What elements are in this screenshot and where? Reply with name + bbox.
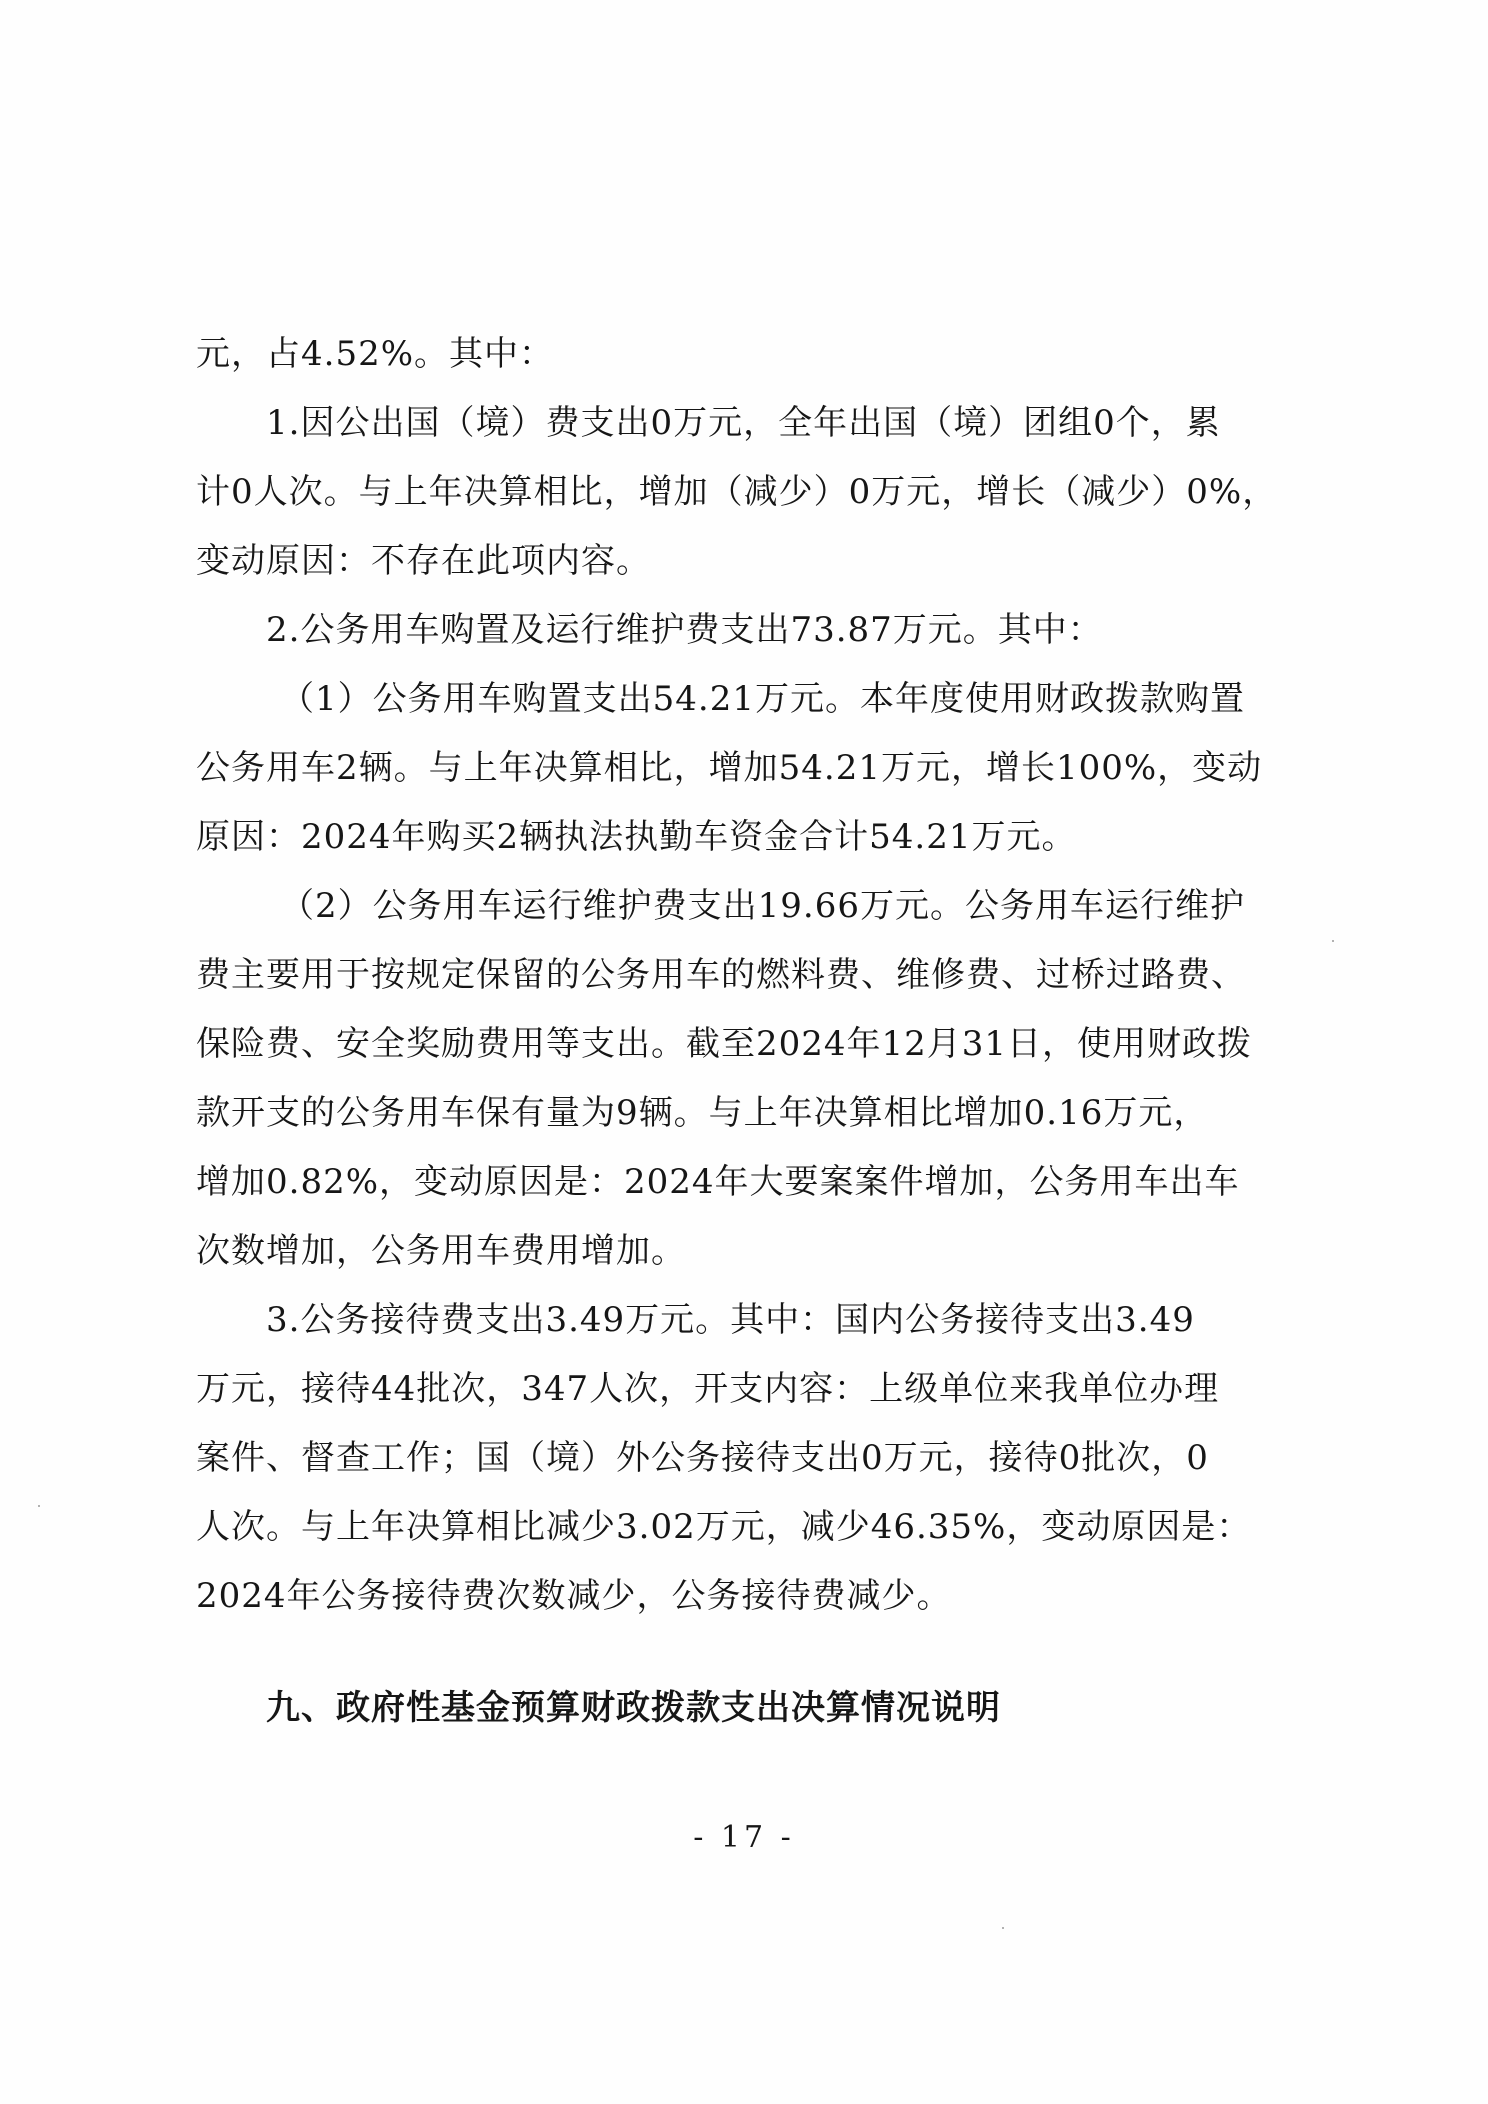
text-line: 1.因公出国（境）费支出0万元，全年出国（境）团组0个，累 bbox=[266, 403, 1221, 443]
scan-speck bbox=[1332, 940, 1334, 942]
scan-speck bbox=[1002, 1927, 1004, 1929]
section-heading: 九、政府性基金预算财政拨款支出决算情况说明 bbox=[266, 1688, 1001, 1728]
text-line: 2.公务用车购置及运行维护费支出73.87万元。其中： bbox=[266, 610, 1103, 650]
text-line: 保险费、安全奖励费用等支出。截至2024年12月31日，使用财政拨 bbox=[196, 1024, 1253, 1064]
text-line: 万元，接待44批次，347人次，开支内容：上级单位来我单位办理 bbox=[196, 1369, 1220, 1409]
text-line: （1）公务用车购置支出54.21万元。本年度使用财政拨款购置 bbox=[280, 679, 1245, 719]
text-line: 2024年公务接待费次数减少，公务接待费减少。 bbox=[196, 1576, 952, 1616]
text-line: 3.公务接待费支出3.49万元。其中：国内公务接待支出3.49 bbox=[266, 1300, 1195, 1340]
text-line: 元，占4.52%。其中： bbox=[196, 334, 555, 374]
text-line: 案件、督查工作；国（境）外公务接待支出0万元，接待0批次，0 bbox=[196, 1438, 1209, 1478]
text-line: 增加0.82%，变动原因是：2024年大要案案件增加，公务用车出车 bbox=[196, 1162, 1240, 1202]
text-line: 计0人次。与上年决算相比，增加（减少）0万元，增长（减少）0%， bbox=[196, 472, 1278, 512]
text-line: （2）公务用车运行维护费支出19.66万元。公务用车运行维护 bbox=[280, 886, 1245, 926]
text-line: 变动原因：不存在此项内容。 bbox=[196, 541, 651, 581]
scan-speck bbox=[38, 1505, 40, 1507]
body-text bbox=[196, 320, 1306, 1631]
page-number: - 17 - bbox=[693, 1820, 795, 1855]
text-line: 原因：2024年购买2辆执法执勤车资金合计54.21万元。 bbox=[196, 817, 1077, 857]
text-line: 款开支的公务用车保有量为9辆。与上年决算相比增加0.16万元， bbox=[196, 1093, 1209, 1133]
text-line: 次数增加，公务用车费用增加。 bbox=[196, 1231, 686, 1271]
text-line: 人次。与上年决算相比减少3.02万元，减少46.35%，变动原因是： bbox=[196, 1507, 1252, 1547]
text-line: 费主要用于按规定保留的公务用车的燃料费、维修费、过桥过路费、 bbox=[196, 955, 1246, 995]
text-line: 公务用车2辆。与上年决算相比，增加54.21万元，增长100%，变动 bbox=[196, 748, 1263, 788]
